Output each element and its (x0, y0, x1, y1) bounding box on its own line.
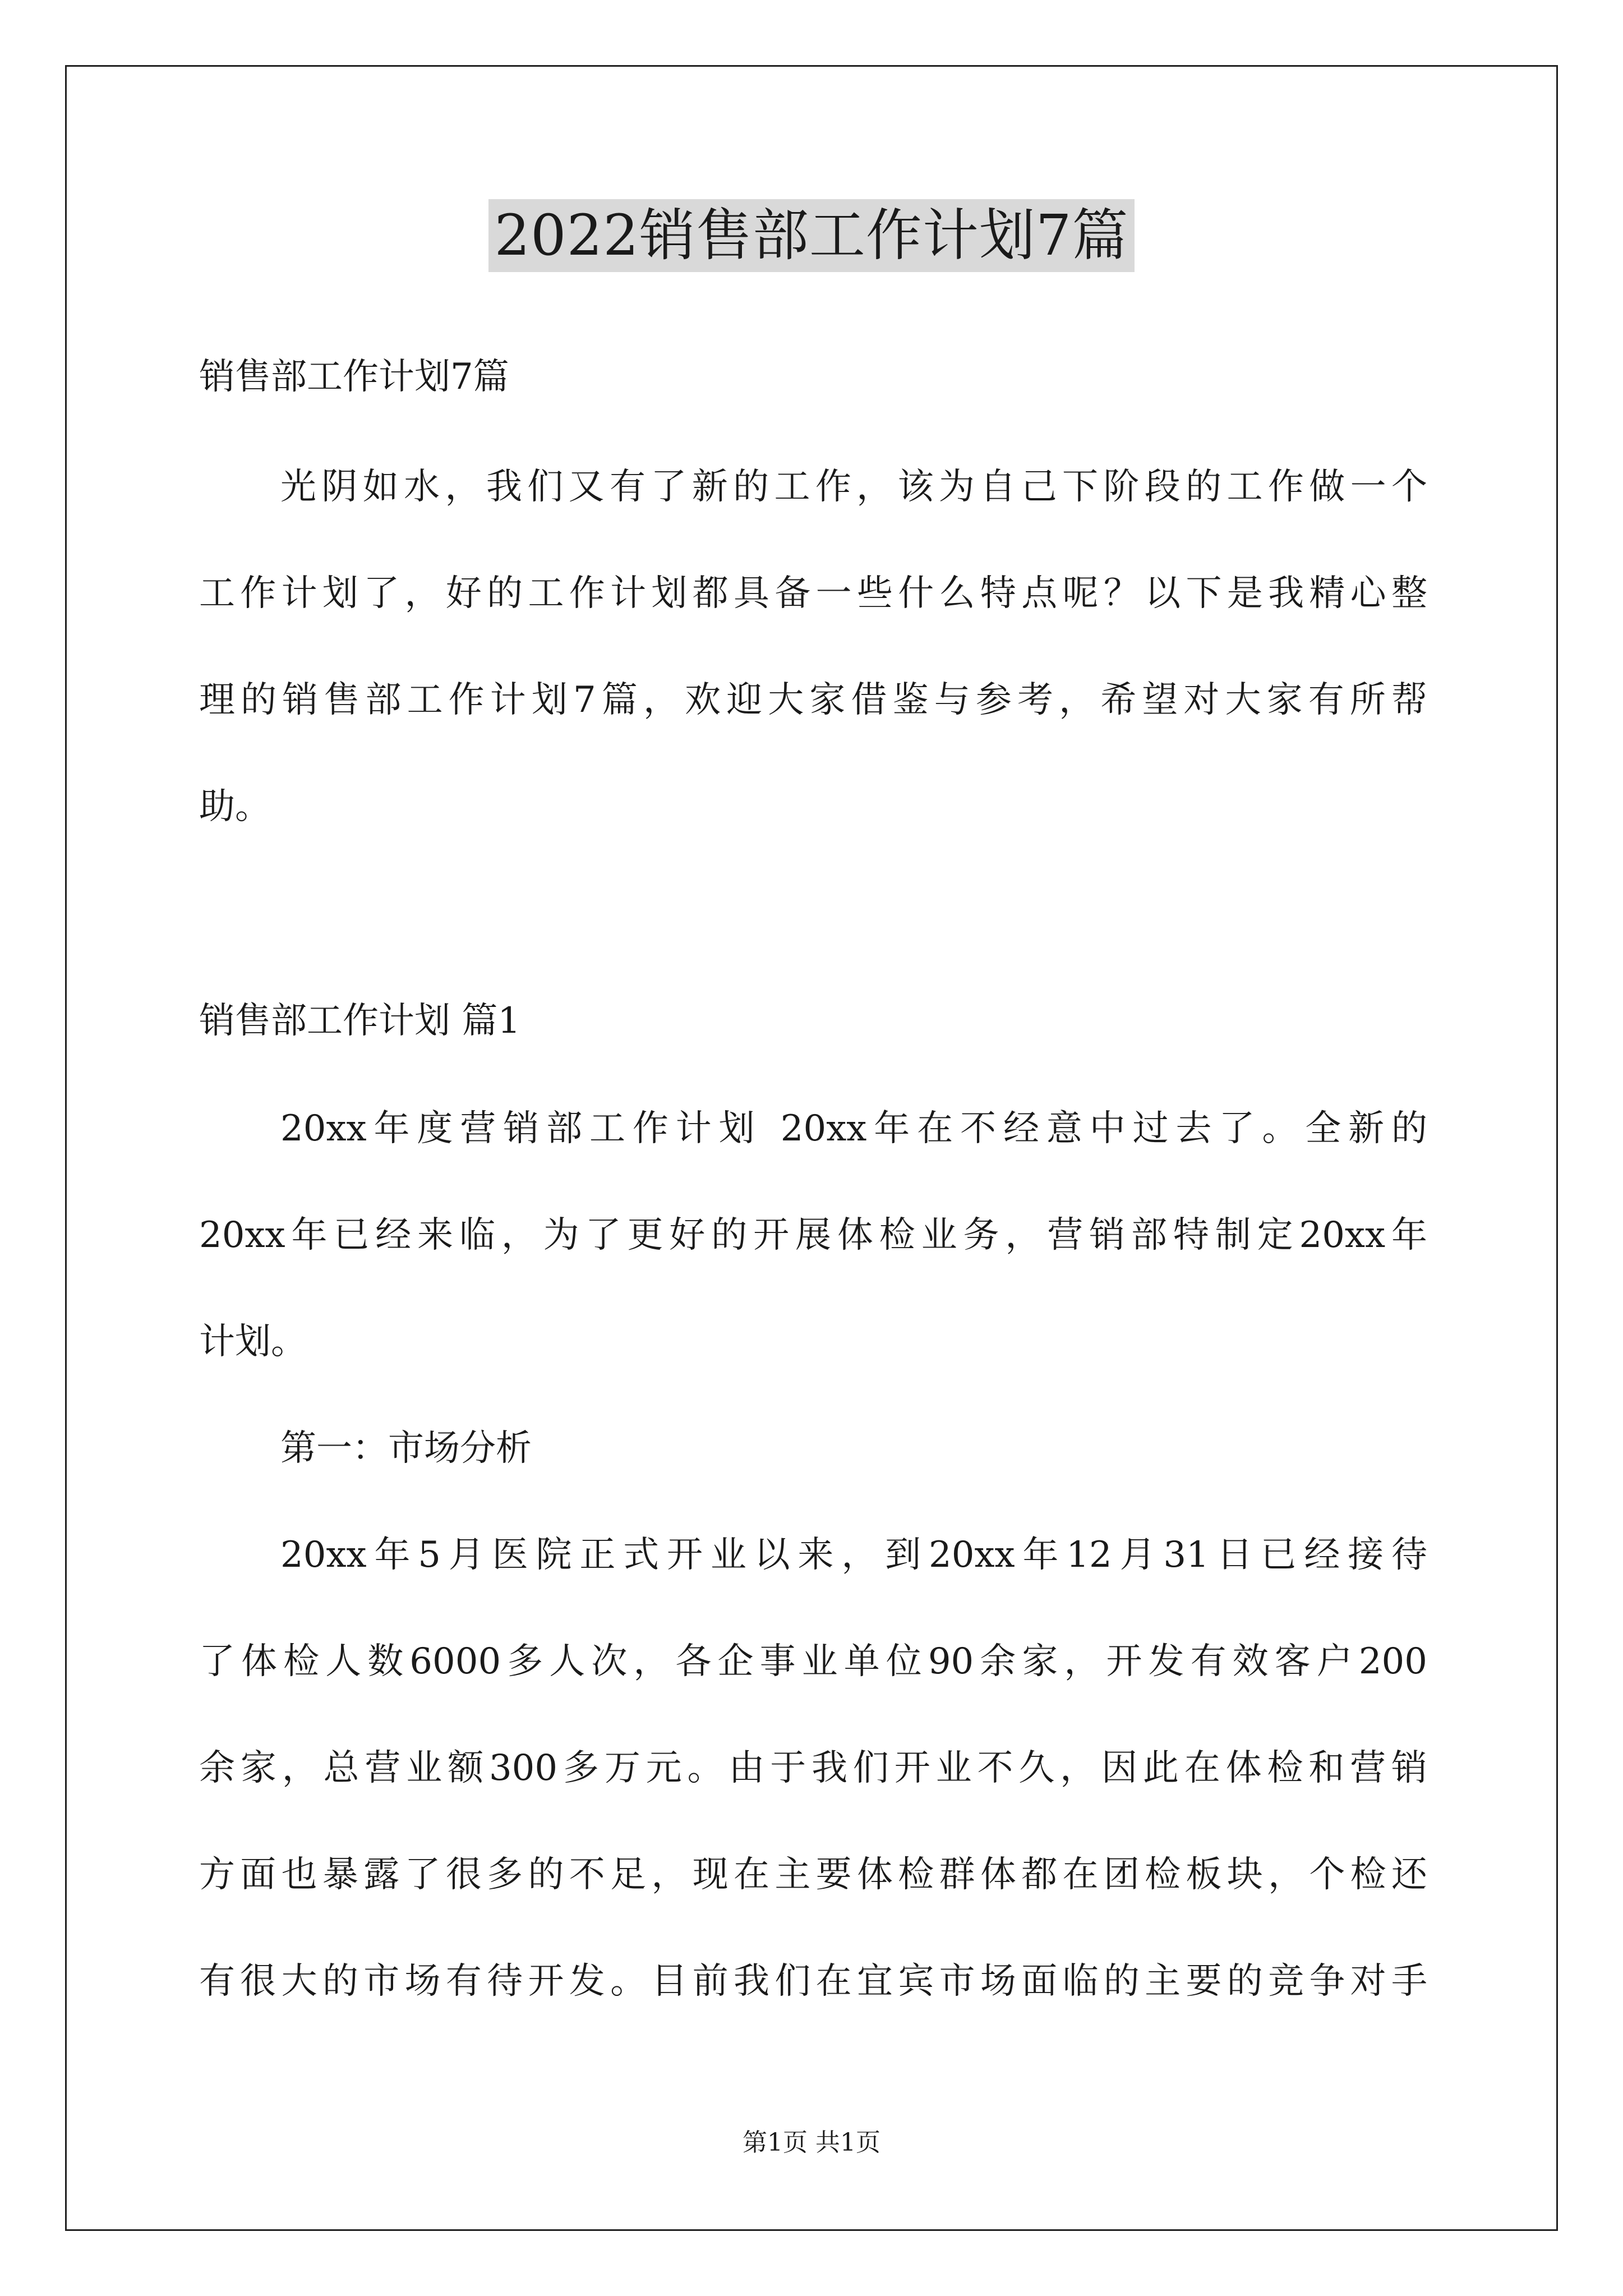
para2-line-4: 方面也暴露了很多的不足，现在主要体检群体都在团检板块，个检还 (199, 1854, 1427, 1895)
para1-line-1: 20xx年度营销部工作计划 20xx年在不经意中过去了。全新的 (280, 1108, 1427, 1149)
para1-line-2: 20xx年已经来临，为了更好的开展体检业务，营销部特制定20xx年 (199, 1214, 1427, 1256)
market-heading: 第一：市场分析 (280, 1428, 532, 1469)
para2-line-1: 20xx年5月医院正式开业以来，到20xx年12月31日已经接待 (280, 1534, 1427, 1576)
document-subtitle: 销售部工作计划7篇 (199, 356, 509, 398)
page-footer: 第1页 共1页 (743, 2128, 880, 2157)
intro-line-4: 助。 (199, 786, 271, 827)
para2-line-3: 余家，总营业额300多万元。由于我们开业不久，因此在体检和营销 (199, 1747, 1427, 1789)
section-heading: 销售部工作计划 篇1 (199, 1000, 521, 1042)
intro-line-1: 光阴如水，我们又有了新的工作，该为自己下阶段的工作做一个 (280, 466, 1427, 508)
document-title: 2022销售部工作计划7篇 (488, 199, 1134, 272)
intro-line-3: 理的销售部工作计划7篇，欢迎大家借鉴与参考，希望对大家有所帮 (199, 679, 1427, 721)
para2-line-5: 有很大的市场有待开发。目前我们在宜宾市场面临的主要的竞争对手 (199, 1961, 1427, 2002)
intro-line-2: 工作计划了，好的工作计划都具备一些什么特点呢？以下是我精心整 (199, 573, 1427, 614)
para2-line-2: 了体检人数6000多人次，各企事业单位90余家，开发有效客户200 (199, 1641, 1427, 1682)
title-container (0, 199, 1623, 272)
para1-line-3: 计划。 (199, 1321, 307, 1363)
